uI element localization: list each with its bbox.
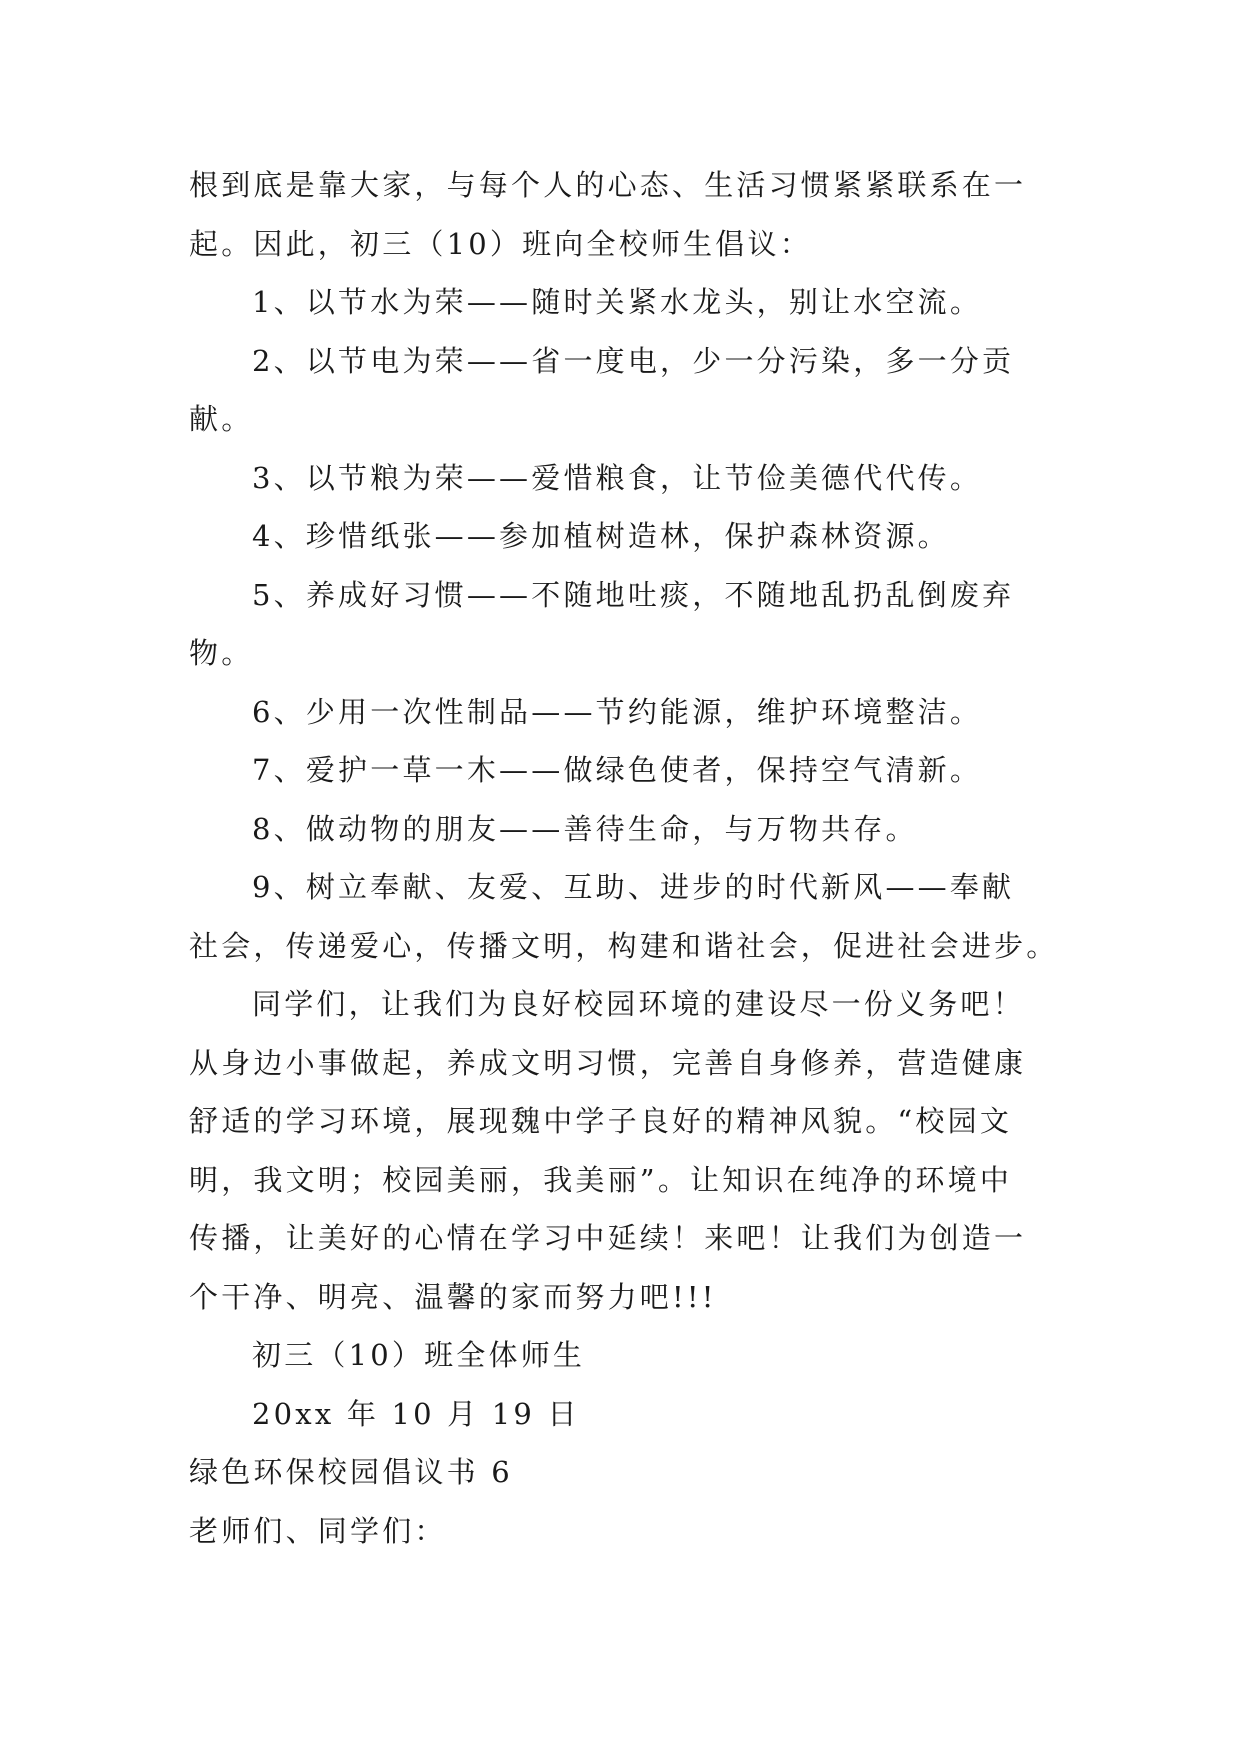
text-line: 献。: [189, 402, 254, 436]
proposal-item: 2、以节电为荣——省一度电，少一分污染，多一分贡: [252, 343, 1015, 378]
text-line: 根到底是靠大家，与每个人的心态、生活习惯紧紧联系在一: [189, 168, 1027, 202]
text-line: 从身边小事做起，养成文明习惯，完善自身修养，营造健康: [189, 1045, 1027, 1080]
proposal-item: 7、爱护一草一木——做绿色使者，保持空气清新。: [252, 753, 983, 787]
date: 20xx 年 10 月 19 日: [252, 1396, 580, 1431]
text-line: 起。因此，初三（10）班向全校师生倡议：: [189, 226, 812, 261]
text-line: 明，我文明；校园美丽，我美丽”。让知识在纯净的环境中: [189, 1162, 1013, 1197]
document-page: [189, 156, 1059, 1560]
text-line: 舒适的学习环境，展现魏中学子良好的精神风貌。“校园文: [189, 1104, 1013, 1138]
salutation: 老师们、同学们：: [189, 1513, 447, 1548]
proposal-item: 8、做动物的朋友——善待生命，与万物共存。: [252, 811, 918, 846]
text-line: 传播，让美好的心情在学习中延续！来吧！让我们为创造一: [189, 1221, 1027, 1255]
text-line: 社会，传递爱心，传播文明，构建和谐社会，促进社会进步。: [189, 928, 1059, 963]
proposal-item: 6、少用一次性制品——节约能源，维护环境整洁。: [252, 694, 983, 729]
proposal-item: 4、珍惜纸张——参加植树造林，保护森林资源。: [252, 519, 950, 553]
proposal-item: 3、以节粮为荣——爱惜粮食，让节俭美德代代传。: [252, 460, 983, 495]
proposal-item: 5、养成好习惯——不随地吐痰，不随地乱扔乱倒废弃: [252, 577, 1015, 612]
section-title: 绿色环保校园倡议书 6: [189, 1455, 513, 1489]
proposal-item: 1、以节水为荣——随时关紧水龙头，别让水空流。: [252, 285, 983, 319]
closing-paragraph: 同学们，让我们为良好校园环境的建设尽一份义务吧！: [252, 987, 1025, 1021]
text-line: 物。: [189, 636, 254, 670]
proposal-item: 9、树立奉献、友爱、互助、进步的时代新风——奉献: [252, 870, 1015, 904]
text-line: 个干净、明亮、温馨的家而努力吧!!!: [189, 1279, 717, 1314]
signature: 初三（10）班全体师生: [252, 1338, 586, 1372]
